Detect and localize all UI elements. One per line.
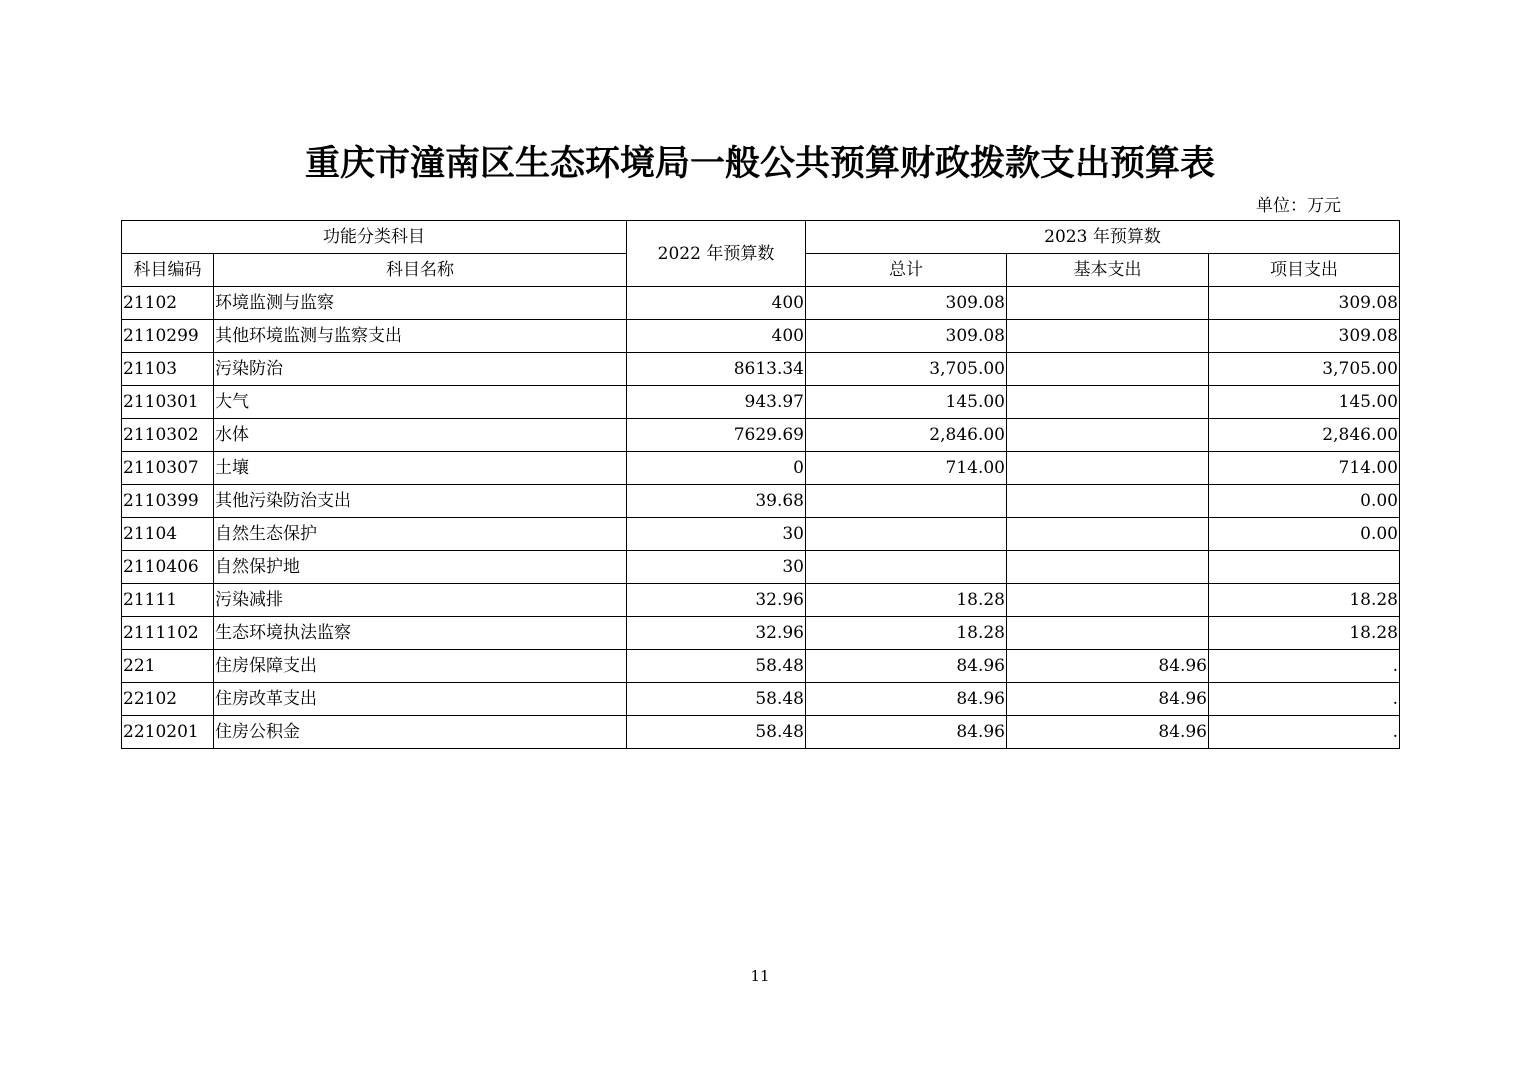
cell-basic <box>1007 551 1209 584</box>
cell-code: 2110307 <box>122 452 214 485</box>
budget-table <box>121 220 1400 749</box>
cell-project: 145.00 <box>1209 386 1400 419</box>
cell-total: 145.00 <box>806 386 1007 419</box>
header-row-1 <box>122 221 1400 254</box>
cell-basic <box>1007 617 1209 650</box>
cell-basic <box>1007 485 1209 518</box>
table-row <box>122 320 1400 353</box>
table-row <box>122 584 1400 617</box>
cell-basic <box>1007 320 1209 353</box>
cell-name: 生态环境执法监察 <box>214 617 627 650</box>
cell-project: . <box>1209 716 1400 749</box>
cell-name: 大气 <box>214 386 627 419</box>
cell-code: 2110399 <box>122 485 214 518</box>
cell-project: 18.28 <box>1209 584 1400 617</box>
total-header: 总计 <box>806 254 1007 287</box>
budget-2022-header: 2022 年预算数 <box>627 221 806 287</box>
cell-code: 22102 <box>122 683 214 716</box>
cell-total: 84.96 <box>806 683 1007 716</box>
basic-header: 基本支出 <box>1007 254 1209 287</box>
cell-code: 21103 <box>122 353 214 386</box>
cell-basic <box>1007 287 1209 320</box>
cell-project <box>1209 551 1400 584</box>
cell-basic <box>1007 518 1209 551</box>
cell-budget-2022: 58.48 <box>627 650 806 683</box>
table-row <box>122 683 1400 716</box>
table-row <box>122 485 1400 518</box>
table-row <box>122 551 1400 584</box>
cell-code: 2110299 <box>122 320 214 353</box>
table-row <box>122 386 1400 419</box>
cell-budget-2022: 32.96 <box>627 617 806 650</box>
cell-name: 住房改革支出 <box>214 683 627 716</box>
cell-budget-2022: 8613.34 <box>627 353 806 386</box>
cell-code: 21111 <box>122 584 214 617</box>
budget-2023-header: 2023 年预算数 <box>806 221 1400 254</box>
cell-budget-2022: 7629.69 <box>627 419 806 452</box>
cell-code: 21104 <box>122 518 214 551</box>
cell-total: 2,846.00 <box>806 419 1007 452</box>
cell-code: 2110406 <box>122 551 214 584</box>
cell-total: 3,705.00 <box>806 353 1007 386</box>
cell-total <box>806 485 1007 518</box>
cell-code: 2110301 <box>122 386 214 419</box>
cell-basic <box>1007 452 1209 485</box>
table-row <box>122 518 1400 551</box>
cell-budget-2022: 943.97 <box>627 386 806 419</box>
cell-name: 其他污染防治支出 <box>214 485 627 518</box>
cell-code: 2210201 <box>122 716 214 749</box>
cell-total: 84.96 <box>806 716 1007 749</box>
cell-project: 309.08 <box>1209 320 1400 353</box>
cell-name: 土壤 <box>214 452 627 485</box>
table-row <box>122 617 1400 650</box>
cell-code: 2110302 <box>122 419 214 452</box>
cell-total: 309.08 <box>806 320 1007 353</box>
name-header: 科目名称 <box>214 254 627 287</box>
func-class-header: 功能分类科目 <box>122 221 627 254</box>
cell-name: 水体 <box>214 419 627 452</box>
cell-basic <box>1007 353 1209 386</box>
cell-basic <box>1007 386 1209 419</box>
cell-project: 3,705.00 <box>1209 353 1400 386</box>
cell-total: 714.00 <box>806 452 1007 485</box>
cell-project: 2,846.00 <box>1209 419 1400 452</box>
cell-budget-2022: 39.68 <box>627 485 806 518</box>
cell-project: 0.00 <box>1209 485 1400 518</box>
table-row <box>122 287 1400 320</box>
cell-project: . <box>1209 650 1400 683</box>
cell-total <box>806 551 1007 584</box>
cell-total: 18.28 <box>806 617 1007 650</box>
cell-budget-2022: 400 <box>627 320 806 353</box>
table-row <box>122 419 1400 452</box>
cell-name: 自然生态保护 <box>214 518 627 551</box>
code-header: 科目编码 <box>122 254 214 287</box>
cell-code: 221 <box>122 650 214 683</box>
cell-budget-2022: 0 <box>627 452 806 485</box>
cell-basic: 84.96 <box>1007 683 1209 716</box>
cell-project: 18.28 <box>1209 617 1400 650</box>
cell-name: 住房公积金 <box>214 716 627 749</box>
cell-code: 21102 <box>122 287 214 320</box>
cell-budget-2022: 58.48 <box>627 716 806 749</box>
cell-budget-2022: 58.48 <box>627 683 806 716</box>
cell-total: 84.96 <box>806 650 1007 683</box>
cell-budget-2022: 30 <box>627 551 806 584</box>
cell-total: 18.28 <box>806 584 1007 617</box>
cell-name: 住房保障支出 <box>214 650 627 683</box>
cell-project: . <box>1209 683 1400 716</box>
cell-name: 污染减排 <box>214 584 627 617</box>
cell-basic: 84.96 <box>1007 716 1209 749</box>
page-number: 11 <box>750 967 770 985</box>
cell-budget-2022: 32.96 <box>627 584 806 617</box>
cell-name: 环境监测与监察 <box>214 287 627 320</box>
cell-budget-2022: 30 <box>627 518 806 551</box>
cell-total <box>806 518 1007 551</box>
cell-name: 自然保护地 <box>214 551 627 584</box>
cell-project: 309.08 <box>1209 287 1400 320</box>
cell-project: 0.00 <box>1209 518 1400 551</box>
table-row <box>122 353 1400 386</box>
cell-budget-2022: 400 <box>627 287 806 320</box>
project-header: 项目支出 <box>1209 254 1400 287</box>
cell-code: 2111102 <box>122 617 214 650</box>
cell-name: 其他环境监测与监察支出 <box>214 320 627 353</box>
cell-basic: 84.96 <box>1007 650 1209 683</box>
table-row <box>122 650 1400 683</box>
table-row <box>122 716 1400 749</box>
unit-label: 单位：万元 <box>1256 196 1341 216</box>
cell-name: 污染防治 <box>214 353 627 386</box>
table-row <box>122 452 1400 485</box>
cell-project: 714.00 <box>1209 452 1400 485</box>
cell-basic <box>1007 584 1209 617</box>
page-title: 重庆市潼南区生态环境局一般公共预算财政拨款支出预算表 <box>304 144 1215 184</box>
cell-basic <box>1007 419 1209 452</box>
cell-total: 309.08 <box>806 287 1007 320</box>
